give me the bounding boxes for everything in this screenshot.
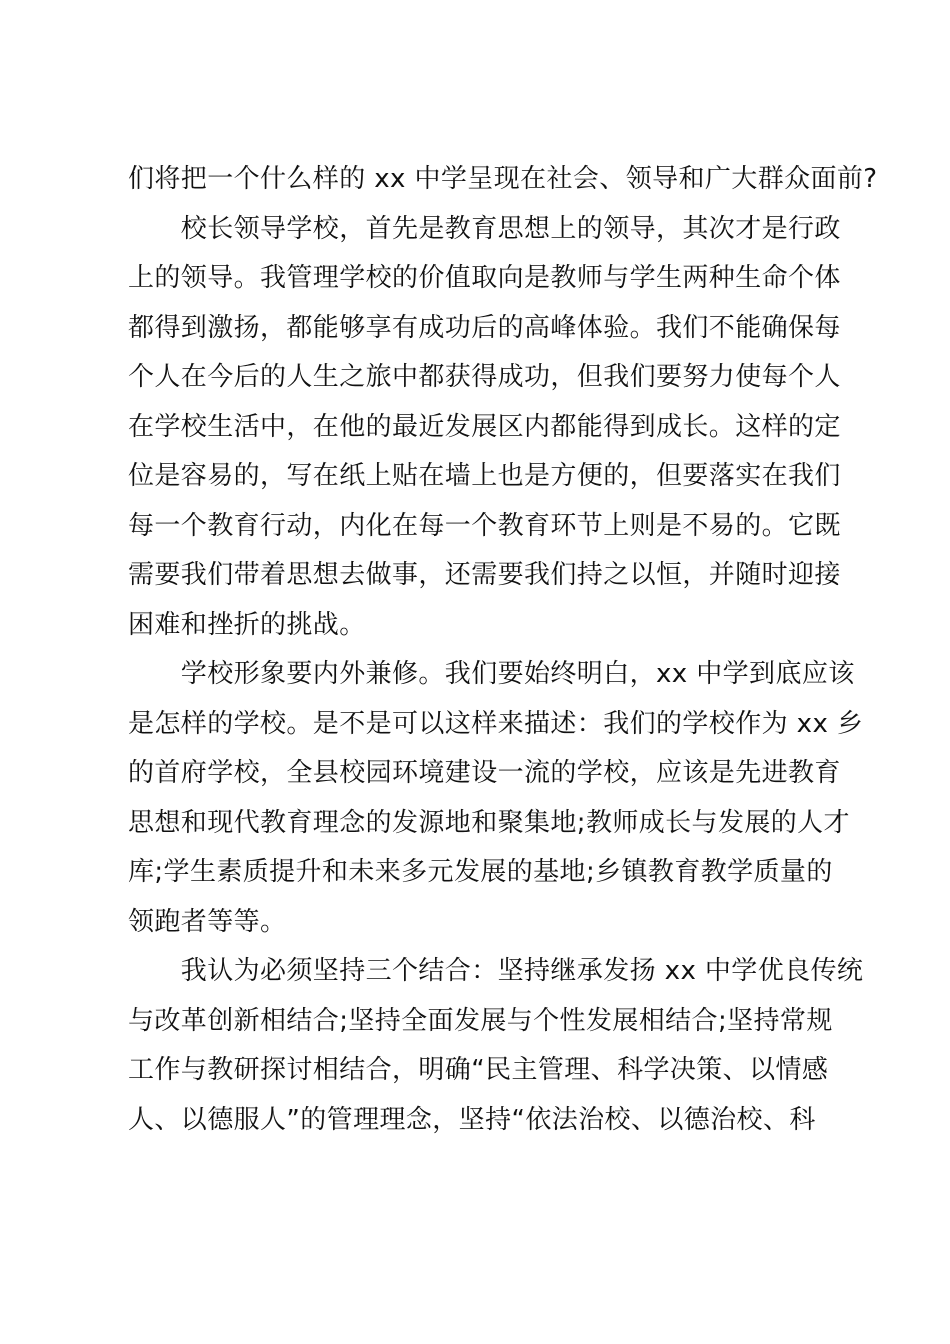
text-line: 都得到激扬，都能够享有成功后的高峰体验。我们不能确保每 [128,312,841,343]
text-line: 库;学生素质提升和未来多元发展的基地;乡镇教育教学质量的 [128,857,833,887]
text-line: 位是容易的，写在纸上贴在墙上也是方便的，但要落实在我们 [128,461,841,491]
text-line: 需要我们带着思想去做事，还需要我们持之以恒，并随时迎接 [128,560,841,590]
text-line: 困难和挫折的挑战。 [128,609,366,640]
text-line: 人、以德服人”的管理理念，坚持“依法治校、以德治校、科 [128,1104,816,1135]
text-line: 上的领导。我管理学校的价值取向是教师与学生两种生命个体 [128,263,841,293]
text-line: 我认为必须坚持三个结合：坚持继承发扬 xx 中学优良传统 [128,956,864,986]
text-line: 每一个教育行动，内化在每一个教育环节上则是不易的。它既 [128,510,841,541]
text-line: 学校形象要内外兼修。我们要始终明白，xx 中学到底应该 [128,659,855,689]
text-line: 领跑者等等。 [128,906,287,937]
text-line: 工作与教研探讨相结合，明确“民主管理、科学决策、以情感 [128,1055,829,1085]
text-line: 们将把一个什么样的 xx 中学呈现在社会、领导和广大群众面前? [128,164,878,194]
document-body [128,155,878,1145]
text-line: 在学校生活中，在他的最近发展区内都能得到成长。这样的定 [128,411,841,442]
text-line: 是怎样的学校。是不是可以这样来描述：我们的学校作为 xx 乡 [128,708,864,739]
text-line: 与改革创新相结合;坚持全面发展与个性发展相结合;坚持常规 [128,1005,833,1036]
text-line: 个人在今后的人生之旅中都获得成功，但我们要努力使每个人 [128,362,841,392]
text-line: 校长领导学校，首先是教育思想上的领导，其次才是行政 [128,213,841,244]
text-line: 的首府学校，全县校园环境建设一流的学校，应该是先进教育 [128,758,841,788]
text-line: 思想和现代教育理念的发源地和聚集地;教师成长与发展的人才 [128,807,850,838]
